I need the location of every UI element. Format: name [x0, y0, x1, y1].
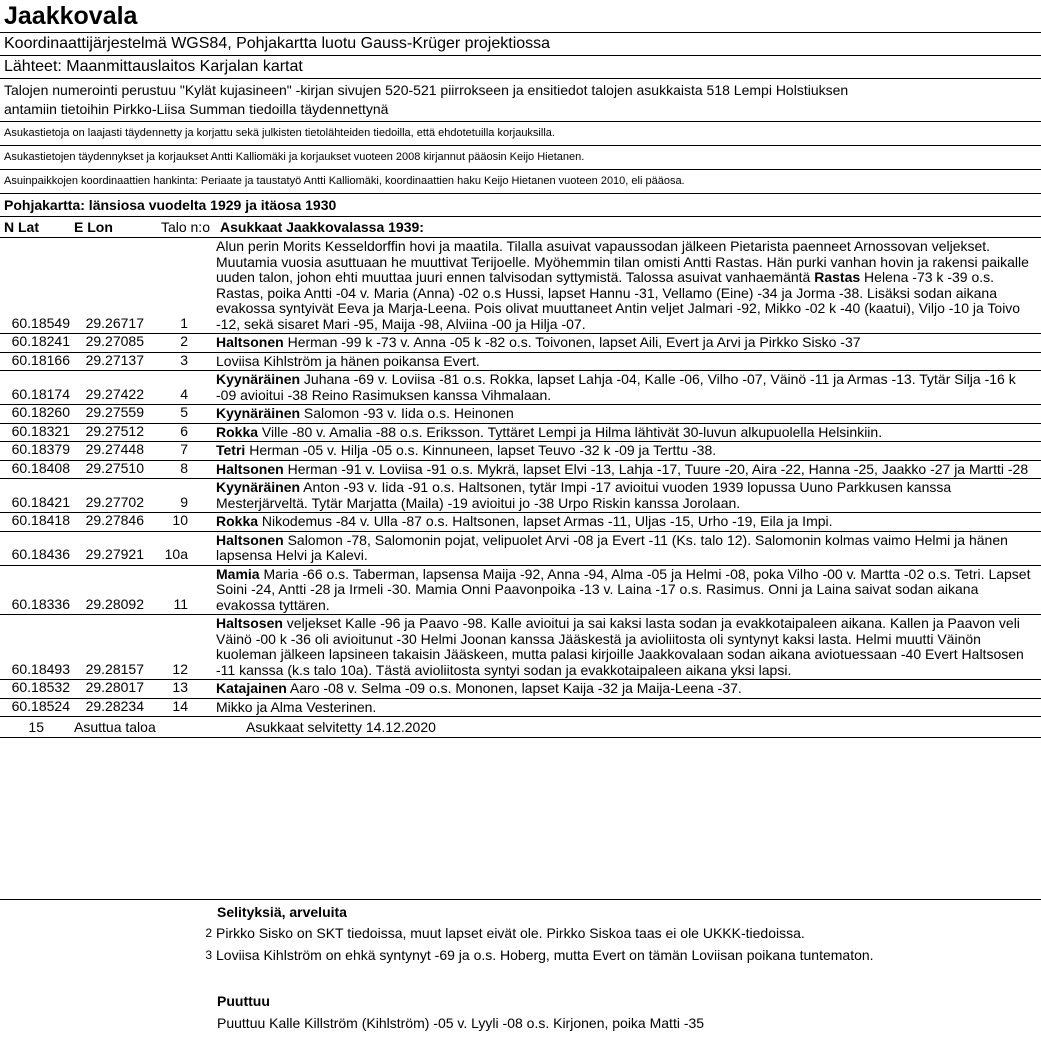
residents-cell — [188, 461, 1041, 479]
longitude-cell: 29.27702 — [85, 493, 144, 510]
sources: Lähteet: Maanmittauslaitos Karjalan kartat — [0, 56, 1041, 79]
house-number-cell: 14 — [172, 697, 188, 714]
residents-text: Ville -80 v. Amalia -88 o.s. Eriksson. Tyttäret Lempi ja Hilma lähtivät 30-luvun alkupuolella Helsinkiin. — [258, 423, 883, 440]
latitude-cell: 60.18321 — [11, 422, 70, 439]
residents-cell — [188, 680, 1041, 698]
numbering-info — [0, 79, 1041, 122]
missing-section — [217, 990, 704, 1034]
house-number-cell: 13 — [172, 679, 188, 695]
latitude-cell: 60.18336 — [11, 595, 70, 612]
note-2: Asukastietojen täydennykset ja korjaukset Antti Kalliomäki ja korjaukset vuoteen 2008 kirjannut pääosin Keijo Hietanen. — [0, 146, 1041, 170]
latitude-cell: 60.18260 — [11, 404, 70, 420]
col-lon: E Lon — [74, 219, 113, 235]
residents-text: Herman -05 v. Hilja -05 o.s. Kinnuneen, lapset Teuvo -32 k -09 ja Terttu -38. — [245, 442, 717, 458]
house-number-cell: 1 — [180, 314, 188, 331]
longitude-cell: 29.27559 — [85, 404, 144, 420]
col-lat: N Lat — [4, 219, 39, 235]
longitude-cell: 29.28157 — [85, 660, 144, 677]
table-row — [0, 680, 1041, 699]
family-name: Rokka — [216, 513, 259, 529]
house-number-cell: 9 — [180, 493, 188, 510]
family-name: Mamia — [216, 565, 260, 582]
residents-text: Herman -99 k -73 v. Anna -05 k -82 o.s. Toivonen, lapset Aili, Evert ja Arvi ja Pirkko Sisko -37 — [283, 334, 861, 350]
missing-heading: Puuttuu — [217, 993, 270, 1009]
basemap-info: Pohjakartta: länsiosa vuodelta 1929 ja itäosa 1930 — [0, 194, 1041, 217]
house-number-cell: 8 — [180, 459, 188, 476]
residents-text: Helena -73 k -39 o.s. Rastas, poika Antti -04 v. Maria (Anna) -02 o.s Hussi, lapset Hannu -31, Vellamo (Eine) -34 ja Jorma -38. Lisäksi sodan aikana evakossa syntyivät Eeva ja Marja-Leena. Pois olivat muuttaneet Antin veljet Jalmari -92, Mikko -02 k -40 (kaatui), Viljo -10 ja Toivo -12, sekä sisaret Mari -95, Maija -98, Alviina -00 ja Hilja -07. — [216, 269, 1021, 332]
table-row — [0, 532, 1041, 566]
residents-text: Maria -66 o.s. Taberman, lapsensa Maija -92, Anna -94, Alma -05 ja Helmi -08, poka Vilho -00 v. Martta -02 o.s. Tetri. Lapset Soini -24, Antti -28 ja Irmeli -30. Mamia Onni Paavonpoika -13 v. Laina -17 o.s. Rasimus. Onni ja Laina saivat sodan aikana evakossa tyttären. — [216, 565, 1031, 613]
house-number-cell: 4 — [180, 385, 188, 402]
table-row — [0, 353, 1041, 372]
explanation-item — [0, 944, 1041, 966]
longitude-cell: 29.27448 — [85, 441, 144, 457]
residents-cell — [188, 513, 1041, 531]
house-number-cell: 10 — [172, 512, 188, 528]
longitude-cell: 29.28092 — [85, 595, 144, 612]
house-table — [0, 238, 1041, 717]
table-row — [0, 424, 1041, 443]
residents-text: Juhana -69 v. Loviisa -81 o.s. Rokka, lapset Lahja -04, Kalle -06, Vilho -07, Väinö -11 ja Armas -13. Tytär Silja -16 k -09 avioitui -38 Reino Rasimuksen kanssa Vihmalaan. — [216, 371, 1016, 403]
residents-cell — [188, 699, 1041, 717]
residents-text: Herman -91 v. Loviisa -91 o.s. Mykrä, lapset Elvi -13, Lahja -17, Tuure -20, Aira -22, Hanna -25, Jaakko -27 ja Martti -28 — [283, 460, 1029, 477]
residents-cell — [188, 479, 1041, 512]
latitude-cell: 60.18532 — [11, 679, 70, 695]
longitude-cell: 29.27510 — [85, 459, 144, 476]
longitude-cell: 29.27422 — [85, 385, 144, 402]
latitude-cell: 60.18549 — [11, 314, 70, 331]
family-name: Kyynäräinen — [216, 405, 301, 421]
residents-text: Salomon -93 v. Iida o.s. Heinonen — [300, 405, 514, 421]
residents-cell — [188, 405, 1041, 423]
family-name: Haltsosen — [216, 615, 283, 631]
longitude-cell: 29.27846 — [85, 512, 144, 528]
column-header-row — [0, 217, 1041, 238]
explanation-number: 2 — [205, 926, 212, 940]
residents-text: veljekset Kalle -96 ja Paavo -98. Kalle avioitui ja sai kaksi lasta sodan ja evakkotaipaleen aikana. Kallen ja Paavon veli Väinö -00 k -36 oli avioitunut -30 Helmi Joonan kanssa Jääskestä ja avioliitosta oli syntynyt kaksi lasta. Helmi muutti Väinön kuoleman jälkeen lapsineen takaisin Jääskeen, mutta palasi kirjoille Jaakkovalaan sodan aikana aviotuessaan -40 Evert Haltsosen -11 kanssa (k.s talo 10a). Tästä avioliitosta syntyi sodan ja evakkotaipaleen aikana yksi lapsi. — [216, 615, 1024, 678]
table-row — [0, 615, 1041, 680]
family-name: Kyynäräinen — [216, 479, 301, 495]
table-row — [0, 479, 1041, 513]
house-count-label: Asuttua taloa — [74, 719, 156, 735]
family-name: Kyynäräinen — [216, 371, 301, 387]
explanation-text: Loviisa Kihlström on ehkä syntynyt -69 ja o.s. Hoberg, mutta Evert on tämän Loviisan poikana tuntematon. — [216, 947, 874, 963]
residents-cell — [188, 334, 1041, 352]
explanation-text: Pirkko Sisko on SKT tiedoissa, muut lapset eivät ole. Pirkko Siskoa taas ei ole UKKK-tiedoissa. — [216, 925, 805, 941]
table-row — [0, 334, 1041, 353]
house-number-cell: 11 — [173, 595, 188, 612]
explanations-heading: Selityksiä, arveluita — [217, 904, 347, 920]
latitude-cell: 60.18379 — [11, 441, 70, 457]
house-number-cell: 3 — [180, 351, 188, 368]
latitude-cell: 60.18166 — [11, 351, 70, 368]
family-name: Haltsonen — [216, 460, 284, 477]
explanation-item — [0, 922, 1041, 944]
latitude-cell: 60.18174 — [11, 385, 70, 402]
house-count: 15 — [28, 719, 44, 735]
coordinate-system: Koordinaattijärjestelmä WGS84, Pohjakartta luotu Gauss-Krüger projektiossa — [0, 32, 1041, 56]
note-1: Asukastietoja on laajasti täydennetty ja korjattu sekä julkisten tietolähteiden tiedoilla, että ehdotetuilla korjauksilla. — [0, 122, 1041, 146]
numbering-line-2: antamiin tietoihin Pirkko-Liisa Summan tiedoilla täydennettynä — [4, 101, 389, 117]
family-name: Rokka — [216, 423, 259, 440]
longitude-cell: 29.28234 — [85, 697, 144, 714]
col-house-no: Talo n:o — [160, 219, 210, 235]
house-number-cell: 5 — [180, 404, 188, 420]
longitude-cell: 29.28017 — [85, 679, 144, 695]
col-residents: Asukkaat Jaakkovalassa 1939: — [220, 219, 424, 235]
table-row — [0, 566, 1041, 616]
house-number-cell: 2 — [180, 333, 188, 349]
table-row — [0, 461, 1041, 480]
latitude-cell: 60.18408 — [11, 459, 70, 476]
longitude-cell: 29.26717 — [85, 314, 144, 331]
latitude-cell: 60.18421 — [11, 493, 70, 510]
table-row — [0, 513, 1041, 532]
table-row — [0, 405, 1041, 424]
longitude-cell: 29.27921 — [85, 546, 144, 562]
explanation-number: 3 — [205, 948, 212, 962]
residents-cell — [188, 424, 1041, 442]
residents-cell — [188, 353, 1041, 371]
latitude-cell: 60.18241 — [11, 333, 70, 349]
family-name: Haltsonen — [216, 531, 284, 548]
family-name: Haltsonen — [216, 334, 284, 350]
summary-row — [0, 717, 1041, 738]
residents-cell — [188, 442, 1041, 460]
latitude-cell: 60.18493 — [11, 660, 70, 677]
residents-cell — [188, 615, 1041, 679]
house-number-cell: 6 — [180, 422, 188, 439]
house-number-cell: 12 — [172, 660, 188, 677]
residents-text: Anton -93 v. Iida -91 o.s. Haltsonen, tytär Impi -17 avioitui vuoden 1939 lopussa Uuno Parkkusen kanssa Mesterjärveltä. Tytär Marjatta (Maila) -19 avioitui jo -38 Urpo Riskin kanssa Jorolaan. — [216, 479, 952, 511]
residents-text: Aaro -08 v. Selma -09 o.s. Mononen, lapset Kaija -32 ja Maija-Leena -37. — [286, 680, 742, 696]
longitude-cell: 29.27137 — [85, 351, 144, 368]
missing-text: Puuttuu Kalle Killström (Kihlström) -05 v. Lyyli -08 o.s. Kirjonen, poika Matti -35 — [217, 1015, 705, 1031]
table-row — [0, 442, 1041, 461]
numbering-line-1: Talojen numerointi perustuu "Kylät kujasineen" -kirjan sivujen 520-521 piirrokseen ja ensitiedot talojen asukkaista 518 Lempi Holstiuksen — [4, 82, 849, 98]
family-name: Katajainen — [216, 680, 287, 696]
resolved-date: Asukkaat selvitetty 14.12.2020 — [246, 719, 436, 735]
longitude-cell: 29.27085 — [85, 333, 144, 349]
table-row — [0, 371, 1041, 405]
residents-text: Alun perin Morits Kesseldorffin hovi ja maatila. Tilalla asuivat vapaussodan jälkeen Pietarista paenneet Arnossovan veljekset. Muutamia vuosia asuttuaan he muuttivat Terijoelle. Myöhemmin tilan omisti Antti Rastas. Hän purki vanhan hovin ja rakensi paikalle uuden talon, johon ehti muuttaa juuri ennen talvisodan syttymistä. Talossa asuivat vanhaemäntä — [216, 238, 1029, 285]
house-number-cell: 10a — [164, 546, 188, 562]
residents-cell — [188, 566, 1041, 615]
residents-text: Salomon -78, Salomonin pojat, velipuolet Arvi -08 ja Evert -11 (Ks. talo 12). Salomonin kolmas vaimo Helmi ja hänen lapsensa Helvi ja Kalevi. — [216, 531, 1008, 563]
residents-cell — [188, 371, 1041, 404]
residents-text: Nikodemus -84 v. Ulla -87 o.s. Haltsonen, lapset Armas -11, Uljas -15, Urho -19, Eila ja Impi. — [258, 513, 833, 529]
house-number-cell: 7 — [180, 441, 188, 457]
table-row — [0, 238, 1041, 334]
latitude-cell: 60.18418 — [11, 512, 70, 528]
residents-text: Loviisa Kihlström ja hänen poikansa Evert. — [216, 352, 480, 369]
residents-text: Mikko ja Alma Vesterinen. — [216, 698, 377, 715]
family-name: Rastas — [814, 269, 861, 285]
page-title: Jaakkovala — [4, 2, 138, 30]
residents-cell — [188, 532, 1041, 565]
table-row — [0, 699, 1041, 718]
residents-cell — [188, 238, 1041, 333]
longitude-cell: 29.27512 — [85, 422, 144, 439]
latitude-cell: 60.18436 — [11, 546, 70, 562]
note-3: Asuinpaikkojen koordinaattien hankinta: Periaate ja taustatyö Antti Kalliomäki, koordinaattien haku Keijo Hietanen vuoteen 2010, eli pääosa. — [0, 170, 1041, 194]
family-name: Tetri — [216, 442, 246, 458]
latitude-cell: 60.18524 — [11, 697, 70, 714]
explanations-section — [0, 899, 1041, 966]
